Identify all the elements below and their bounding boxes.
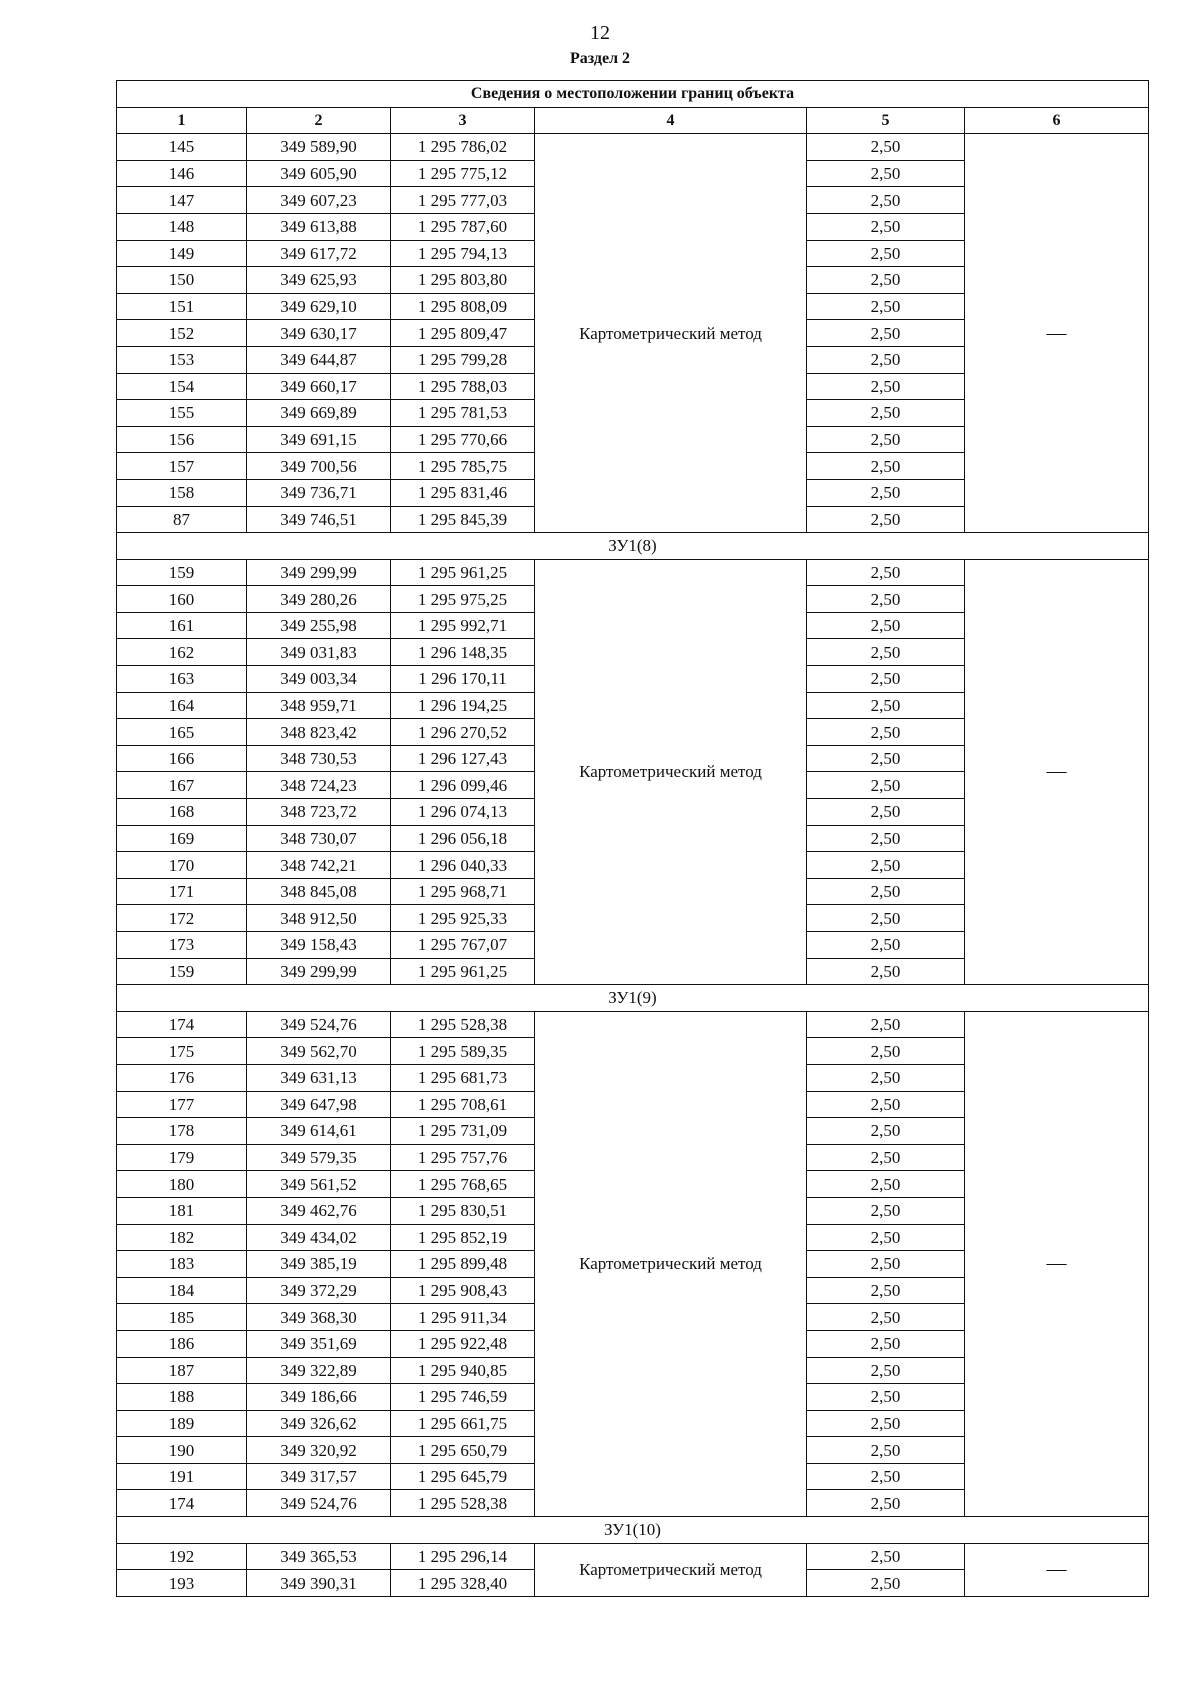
coordinate-y: 1 295 296,14 (391, 1543, 535, 1570)
table-row (117, 1011, 1149, 1038)
coordinate-y: 1 295 328,40 (391, 1570, 535, 1597)
coordinate-y: 1 295 708,61 (391, 1091, 535, 1118)
accuracy-value: 2,50 (807, 293, 965, 320)
accuracy-value: 2,50 (807, 1118, 965, 1145)
coordinate-x: 349 644,87 (247, 346, 391, 373)
column-6-cell: — (965, 1543, 1149, 1596)
method-cell: Картометрический метод (535, 1011, 807, 1516)
method-cell: Картометрический метод (535, 134, 807, 533)
page-number: 12 (590, 22, 610, 44)
accuracy-value: 2,50 (807, 1091, 965, 1118)
point-number: 159 (117, 559, 247, 586)
accuracy-value: 2,50 (807, 1011, 965, 1038)
accuracy-value: 2,50 (807, 453, 965, 480)
accuracy-value: 2,50 (807, 1384, 965, 1411)
point-number: 153 (117, 346, 247, 373)
point-number: 192 (117, 1543, 247, 1570)
point-number: 174 (117, 1490, 247, 1517)
coordinate-y: 1 295 681,73 (391, 1064, 535, 1091)
point-number: 87 (117, 506, 247, 533)
table-row (117, 1543, 1149, 1570)
accuracy-value: 2,50 (807, 506, 965, 533)
point-number: 160 (117, 586, 247, 613)
coordinate-y: 1 295 528,38 (391, 1011, 535, 1038)
coordinate-y: 1 296 074,13 (391, 799, 535, 826)
accuracy-value: 2,50 (807, 187, 965, 214)
coordinate-y: 1 295 911,34 (391, 1304, 535, 1331)
coordinate-x: 349 736,71 (247, 479, 391, 506)
coordinate-x: 349 579,35 (247, 1144, 391, 1171)
coordinate-x: 349 351,69 (247, 1330, 391, 1357)
coordinate-y: 1 296 194,25 (391, 692, 535, 719)
coordinate-x: 348 912,50 (247, 905, 391, 932)
coordinate-x: 349 607,23 (247, 187, 391, 214)
coordinate-y: 1 295 940,85 (391, 1357, 535, 1384)
accuracy-value: 2,50 (807, 1330, 965, 1357)
coordinate-x: 349 524,76 (247, 1490, 391, 1517)
point-number: 154 (117, 373, 247, 400)
coordinate-x: 349 614,61 (247, 1118, 391, 1145)
coordinate-x: 349 647,98 (247, 1091, 391, 1118)
coordinate-y: 1 295 808,09 (391, 293, 535, 320)
coordinate-y: 1 295 925,33 (391, 905, 535, 932)
method-cell: Картометрический метод (535, 1543, 807, 1596)
point-number: 152 (117, 320, 247, 347)
accuracy-value: 2,50 (807, 692, 965, 719)
column-6-cell: — (965, 134, 1149, 533)
coordinate-x: 348 730,07 (247, 825, 391, 852)
coordinate-x: 349 629,10 (247, 293, 391, 320)
coordinate-y: 1 295 746,59 (391, 1384, 535, 1411)
accuracy-value: 2,50 (807, 825, 965, 852)
coordinate-y: 1 295 785,75 (391, 453, 535, 480)
coordinate-x: 349 255,98 (247, 612, 391, 639)
coordinate-y: 1 296 127,43 (391, 745, 535, 772)
group-header-row (117, 533, 1149, 560)
accuracy-value: 2,50 (807, 1410, 965, 1437)
coordinate-x: 349 003,34 (247, 666, 391, 693)
coordinate-y: 1 295 731,09 (391, 1118, 535, 1145)
table-body (117, 134, 1149, 1597)
group-label: ЗУ1(9) (117, 985, 1149, 1012)
coordinate-y: 1 295 661,75 (391, 1410, 535, 1437)
coordinate-x: 349 660,17 (247, 373, 391, 400)
column-header-4: 4 (535, 107, 807, 134)
point-number: 156 (117, 426, 247, 453)
accuracy-value: 2,50 (807, 1197, 965, 1224)
accuracy-value: 2,50 (807, 240, 965, 267)
accuracy-value: 2,50 (807, 612, 965, 639)
point-number: 184 (117, 1277, 247, 1304)
point-number: 149 (117, 240, 247, 267)
coordinate-y: 1 296 270,52 (391, 719, 535, 746)
coordinate-y: 1 295 777,03 (391, 187, 535, 214)
point-number: 183 (117, 1251, 247, 1278)
coordinate-y: 1 295 788,03 (391, 373, 535, 400)
accuracy-value: 2,50 (807, 1570, 965, 1597)
coordinate-x: 349 524,76 (247, 1011, 391, 1038)
point-number: 157 (117, 453, 247, 480)
accuracy-value: 2,50 (807, 958, 965, 985)
accuracy-value: 2,50 (807, 799, 965, 826)
coordinate-y: 1 295 992,71 (391, 612, 535, 639)
accuracy-value: 2,50 (807, 1357, 965, 1384)
coordinate-x: 349 630,17 (247, 320, 391, 347)
coordinate-x: 348 724,23 (247, 772, 391, 799)
boundary-coordinates-table (116, 80, 1149, 1597)
table-caption: Сведения о местоположении границ объекта (117, 81, 1149, 108)
accuracy-value: 2,50 (807, 479, 965, 506)
point-number: 177 (117, 1091, 247, 1118)
coordinate-x: 349 700,56 (247, 453, 391, 480)
accuracy-value: 2,50 (807, 160, 965, 187)
point-number: 148 (117, 213, 247, 240)
accuracy-value: 2,50 (807, 320, 965, 347)
accuracy-value: 2,50 (807, 267, 965, 294)
coordinate-x: 349 589,90 (247, 134, 391, 161)
coordinate-x: 349 669,89 (247, 400, 391, 427)
coordinate-y: 1 295 831,46 (391, 479, 535, 506)
accuracy-value: 2,50 (807, 1490, 965, 1517)
coordinate-y: 1 295 528,38 (391, 1490, 535, 1517)
coordinate-x: 349 617,72 (247, 240, 391, 267)
coordinate-y: 1 296 056,18 (391, 825, 535, 852)
point-number: 167 (117, 772, 247, 799)
point-number: 159 (117, 958, 247, 985)
point-number: 186 (117, 1330, 247, 1357)
coordinate-y: 1 295 794,13 (391, 240, 535, 267)
accuracy-value: 2,50 (807, 1064, 965, 1091)
coordinate-x: 349 322,89 (247, 1357, 391, 1384)
point-number: 189 (117, 1410, 247, 1437)
accuracy-value: 2,50 (807, 719, 965, 746)
point-number: 171 (117, 878, 247, 905)
point-number: 162 (117, 639, 247, 666)
coordinate-x: 349 605,90 (247, 160, 391, 187)
coordinate-y: 1 296 170,11 (391, 666, 535, 693)
coordinate-x: 349 613,88 (247, 213, 391, 240)
point-number: 188 (117, 1384, 247, 1411)
point-number: 181 (117, 1197, 247, 1224)
column-header-5: 5 (807, 107, 965, 134)
accuracy-value: 2,50 (807, 1543, 965, 1570)
point-number: 150 (117, 267, 247, 294)
point-number: 174 (117, 1011, 247, 1038)
accuracy-value: 2,50 (807, 400, 965, 427)
group-header-row (117, 985, 1149, 1012)
coordinate-y: 1 295 768,65 (391, 1171, 535, 1198)
coordinate-x: 349 299,99 (247, 559, 391, 586)
accuracy-value: 2,50 (807, 745, 965, 772)
column-header-row (117, 107, 1149, 134)
coordinate-x: 349 372,29 (247, 1277, 391, 1304)
coordinate-x: 349 561,52 (247, 1171, 391, 1198)
coordinate-x: 348 723,72 (247, 799, 391, 826)
accuracy-value: 2,50 (807, 559, 965, 586)
point-number: 164 (117, 692, 247, 719)
accuracy-value: 2,50 (807, 932, 965, 959)
coordinate-y: 1 295 787,60 (391, 213, 535, 240)
group-label: ЗУ1(10) (117, 1517, 1149, 1544)
coordinate-y: 1 295 781,53 (391, 400, 535, 427)
coordinate-y: 1 295 803,80 (391, 267, 535, 294)
point-number: 163 (117, 666, 247, 693)
point-number: 155 (117, 400, 247, 427)
coordinate-x: 349 299,99 (247, 958, 391, 985)
coordinate-y: 1 295 830,51 (391, 1197, 535, 1224)
coordinate-x: 349 031,83 (247, 639, 391, 666)
coordinate-y: 1 295 799,28 (391, 346, 535, 373)
coordinate-x: 349 434,02 (247, 1224, 391, 1251)
accuracy-value: 2,50 (807, 586, 965, 613)
coordinate-y: 1 295 961,25 (391, 559, 535, 586)
point-number: 145 (117, 134, 247, 161)
coordinate-y: 1 295 589,35 (391, 1038, 535, 1065)
coordinate-y: 1 295 852,19 (391, 1224, 535, 1251)
point-number: 147 (117, 187, 247, 214)
group-header-row (117, 1517, 1149, 1544)
coordinate-y: 1 295 961,25 (391, 958, 535, 985)
point-number: 185 (117, 1304, 247, 1331)
group-label: ЗУ1(8) (117, 533, 1149, 560)
coordinate-y: 1 295 809,47 (391, 320, 535, 347)
coordinate-x: 349 625,93 (247, 267, 391, 294)
point-number: 187 (117, 1357, 247, 1384)
accuracy-value: 2,50 (807, 905, 965, 932)
method-cell: Картометрический метод (535, 559, 807, 985)
coordinate-y: 1 295 767,07 (391, 932, 535, 959)
coordinate-x: 349 390,31 (247, 1570, 391, 1597)
coordinate-x: 348 742,21 (247, 852, 391, 879)
accuracy-value: 2,50 (807, 426, 965, 453)
point-number: 169 (117, 825, 247, 852)
accuracy-value: 2,50 (807, 1304, 965, 1331)
point-number: 179 (117, 1144, 247, 1171)
accuracy-value: 2,50 (807, 772, 965, 799)
accuracy-value: 2,50 (807, 1463, 965, 1490)
coordinate-y: 1 296 040,33 (391, 852, 535, 879)
coordinate-y: 1 295 645,79 (391, 1463, 535, 1490)
section-title: Раздел 2 (569, 50, 631, 67)
coordinate-y: 1 295 845,39 (391, 506, 535, 533)
coordinate-x: 349 280,26 (247, 586, 391, 613)
point-number: 176 (117, 1064, 247, 1091)
accuracy-value: 2,50 (807, 213, 965, 240)
coordinate-y: 1 296 148,35 (391, 639, 535, 666)
point-number: 146 (117, 160, 247, 187)
point-number: 190 (117, 1437, 247, 1464)
coordinate-x: 349 365,53 (247, 1543, 391, 1570)
coordinate-x: 349 326,62 (247, 1410, 391, 1437)
point-number: 165 (117, 719, 247, 746)
accuracy-value: 2,50 (807, 639, 965, 666)
coordinate-y: 1 295 968,71 (391, 878, 535, 905)
accuracy-value: 2,50 (807, 1224, 965, 1251)
accuracy-value: 2,50 (807, 1171, 965, 1198)
coordinate-y: 1 295 786,02 (391, 134, 535, 161)
coordinate-y: 1 295 770,66 (391, 426, 535, 453)
coordinate-y: 1 295 975,25 (391, 586, 535, 613)
column-header-3: 3 (391, 107, 535, 134)
coordinate-x: 349 158,43 (247, 932, 391, 959)
accuracy-value: 2,50 (807, 134, 965, 161)
coordinate-x: 348 845,08 (247, 878, 391, 905)
column-6-cell: — (965, 559, 1149, 985)
coordinate-x: 348 959,71 (247, 692, 391, 719)
point-number: 193 (117, 1570, 247, 1597)
point-number: 175 (117, 1038, 247, 1065)
coordinate-x: 349 317,57 (247, 1463, 391, 1490)
table-row (117, 134, 1149, 161)
coordinate-x: 349 562,70 (247, 1038, 391, 1065)
coordinate-y: 1 295 922,48 (391, 1330, 535, 1357)
coordinate-x: 349 462,76 (247, 1197, 391, 1224)
accuracy-value: 2,50 (807, 1437, 965, 1464)
accuracy-value: 2,50 (807, 666, 965, 693)
accuracy-value: 2,50 (807, 373, 965, 400)
point-number: 161 (117, 612, 247, 639)
coordinate-x: 349 691,15 (247, 426, 391, 453)
accuracy-value: 2,50 (807, 1251, 965, 1278)
point-number: 178 (117, 1118, 247, 1145)
coordinate-x: 349 368,30 (247, 1304, 391, 1331)
point-number: 158 (117, 479, 247, 506)
column-header-6: 6 (965, 107, 1149, 134)
coordinate-y: 1 295 757,76 (391, 1144, 535, 1171)
table-caption-row (117, 81, 1149, 108)
accuracy-value: 2,50 (807, 1038, 965, 1065)
coordinate-x: 349 631,13 (247, 1064, 391, 1091)
coordinate-y: 1 295 899,48 (391, 1251, 535, 1278)
point-number: 168 (117, 799, 247, 826)
column-header-2: 2 (247, 107, 391, 134)
coordinate-x: 349 320,92 (247, 1437, 391, 1464)
accuracy-value: 2,50 (807, 878, 965, 905)
coordinate-x: 349 385,19 (247, 1251, 391, 1278)
point-number: 166 (117, 745, 247, 772)
point-number: 182 (117, 1224, 247, 1251)
point-number: 151 (117, 293, 247, 320)
accuracy-value: 2,50 (807, 346, 965, 373)
coordinate-x: 349 746,51 (247, 506, 391, 533)
point-number: 170 (117, 852, 247, 879)
point-number: 191 (117, 1463, 247, 1490)
point-number: 173 (117, 932, 247, 959)
accuracy-value: 2,50 (807, 1277, 965, 1304)
table-row (117, 559, 1149, 586)
coordinate-x: 348 823,42 (247, 719, 391, 746)
point-number: 172 (117, 905, 247, 932)
accuracy-value: 2,50 (807, 1144, 965, 1171)
coordinate-x: 349 186,66 (247, 1384, 391, 1411)
coordinate-y: 1 296 099,46 (391, 772, 535, 799)
accuracy-value: 2,50 (807, 852, 965, 879)
coordinate-y: 1 295 908,43 (391, 1277, 535, 1304)
column-6-cell: — (965, 1011, 1149, 1516)
point-number: 180 (117, 1171, 247, 1198)
coordinate-x: 348 730,53 (247, 745, 391, 772)
coordinate-y: 1 295 775,12 (391, 160, 535, 187)
coordinate-y: 1 295 650,79 (391, 1437, 535, 1464)
column-header-1: 1 (117, 107, 247, 134)
